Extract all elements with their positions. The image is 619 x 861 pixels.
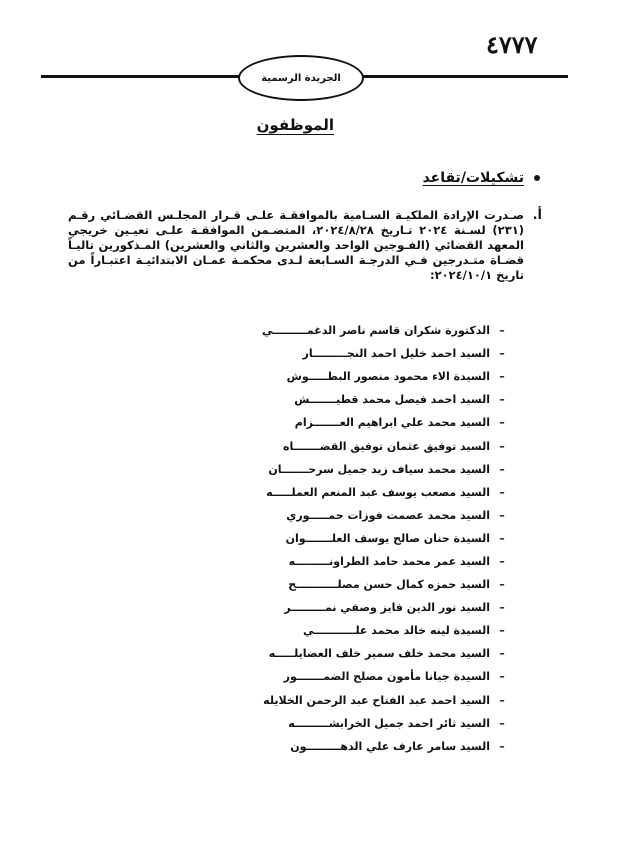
- page-number: ٤٧٧٧: [486, 30, 538, 59]
- dash-icon: –: [499, 716, 505, 730]
- list-item: [282, 573, 508, 596]
- dash-icon: –: [499, 416, 505, 430]
- publication-emblem: [238, 55, 364, 101]
- dash-icon: –: [499, 324, 505, 338]
- appointee-name: السيدة الاء محمود منصور البطـــــوش: [286, 370, 490, 384]
- list-item: [266, 481, 508, 504]
- section-title: الموظفون: [256, 116, 334, 134]
- dash-icon: –: [499, 439, 505, 453]
- dash-icon: –: [499, 693, 505, 707]
- appointee-name: السيد احمد عبد الفتاح عبد الرحمن الخلايله: [263, 693, 490, 707]
- list-item: [282, 504, 508, 527]
- dash-icon: –: [499, 739, 505, 753]
- decree-marker: أ.: [532, 208, 542, 223]
- dash-icon: –: [499, 624, 505, 638]
- appointee-name: السيد احمد خليل احمد النجـــــــــار: [302, 347, 490, 361]
- bullet-icon: [534, 175, 540, 181]
- list-item: [268, 642, 508, 665]
- dash-icon: –: [499, 531, 505, 545]
- appointee-name: السيد حمزه كمال حسن مصلـــــــــــح: [288, 578, 490, 592]
- list-item: [282, 619, 508, 642]
- appointee-name: السيد ثائر احمد جميل الخرابشـــــــــه: [288, 716, 490, 730]
- appointee-name: الدكتورة شكران قاسم ناصر الدغمـــــــــي: [261, 324, 490, 338]
- dash-icon: –: [499, 578, 505, 592]
- list-item: [282, 388, 508, 411]
- dash-icon: –: [499, 554, 505, 568]
- list-item: [282, 342, 508, 365]
- dash-icon: –: [499, 601, 505, 615]
- appointee-name: السيد محمد خلف سمير خلف العضايلـــــه: [268, 647, 490, 661]
- list-item: [261, 319, 508, 342]
- list-item: [282, 550, 508, 573]
- appointee-name: السيد نور الدين فايز وصفي نمـــــــــر: [284, 601, 490, 615]
- list-item: [268, 458, 508, 481]
- publication-name: الجريدة الرسمية: [261, 72, 341, 84]
- dash-icon: –: [499, 485, 505, 499]
- dash-icon: –: [499, 393, 505, 407]
- appointee-name: السيد عمر محمد حامد الطراونـــــــــه: [288, 554, 490, 568]
- dash-icon: –: [499, 647, 505, 661]
- list-item: [282, 365, 508, 388]
- appointee-name: السيدة حنان صالح يوسف العلـــــــوان: [285, 531, 490, 545]
- decree-text: صـدرت الإرادة الملكيـة السـامية بالموافقـة علـى قـرار المجلـس القضـائي رقـم (٢٣١) لسـنة ٢٠٢٤ تـاريخ ٢٠٢٤/٨/٢٨، المتضـمن الموافقـة علـى تعيـين خريجي المعهد القضائي (الفـوجين الواحد والعشرين والثاني والعشرين) المـذكورين تاليـاً قضـاة متـدرجين فـي الدرجـة السـابعة لـدى محكمـة عمـان الابتدائيـة اعتبـاراً من تاريخ ٢٠٢٤/١٠/١:: [68, 208, 524, 282]
- appointee-name: السيدة لينه خالد محمد علـــــــــــي: [302, 624, 490, 638]
- dash-icon: –: [499, 347, 505, 361]
- list-item: [282, 527, 508, 550]
- list-item: [282, 411, 508, 434]
- appointee-name: السيد سامر عارف علي الدهـــــــــون: [290, 739, 490, 753]
- list-item: [263, 689, 508, 712]
- list-item: [282, 596, 508, 619]
- list-item: [282, 434, 508, 457]
- appointee-name: السيد محمد علي ابراهيم العـــــــزام: [294, 416, 490, 430]
- dash-icon: –: [499, 370, 505, 384]
- appointees-list: [261, 319, 508, 758]
- subsection-title: تشكيلات/تقاعد: [422, 170, 524, 186]
- decree-paragraph: [68, 208, 542, 283]
- list-item: [282, 665, 508, 688]
- dash-icon: –: [499, 508, 505, 522]
- appointee-name: السيدة جيانا مأمون مصلح الضمـــــــور: [283, 670, 490, 684]
- list-item: [282, 735, 508, 758]
- appointee-name: السيد توفيق عثمان توفيق القضـــــــاه: [282, 439, 490, 453]
- appointee-name: السيد محمد عصمت فوزات حمـــــوري: [286, 508, 490, 522]
- list-item: [282, 712, 508, 735]
- dash-icon: –: [499, 670, 505, 684]
- subsection-heading: [300, 170, 540, 186]
- dash-icon: –: [499, 462, 505, 476]
- appointee-name: السيد مصعب يوسف عبد المنعم العملـــــه: [266, 485, 490, 499]
- appointee-name: السيد احمد فيصل محمد قطيـــــــش: [294, 393, 490, 407]
- appointee-name: السيد محمد سياف زيد جميل سرحـــــــان: [268, 462, 490, 476]
